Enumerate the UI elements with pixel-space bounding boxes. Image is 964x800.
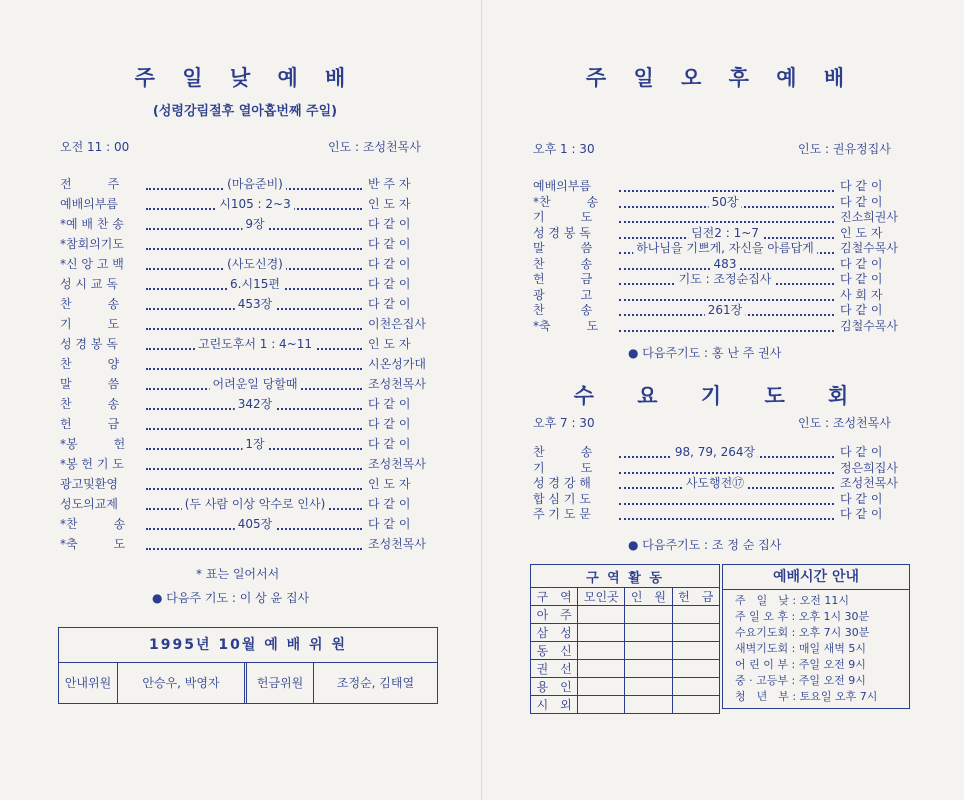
schedule-line: 주 일 오 후 : 오후 1시 30분 xyxy=(735,610,870,623)
item-detail: 98, 79, 264장 xyxy=(672,444,758,460)
item-name: 말 씀 xyxy=(60,377,120,391)
item-detail: 하나님을 기쁘게, 자신을 아름답게 xyxy=(633,240,817,256)
service-schedule-box xyxy=(722,564,910,709)
district-name: 동 신 xyxy=(531,642,578,660)
item-name: 찬 송 xyxy=(533,445,593,459)
schedule-line: 청 년 부 : 토요일 오후 7시 xyxy=(735,690,878,703)
item-name: 찬 송 xyxy=(60,397,120,411)
item-person: 다 같 이 xyxy=(368,517,411,531)
item-name: 전 주 xyxy=(60,177,120,191)
order-item xyxy=(60,316,438,332)
item-detail: 453장 xyxy=(235,296,276,312)
offering-label: 헌금위원 xyxy=(247,663,314,703)
item-name: 찬 송 xyxy=(533,256,593,271)
item-person: 진소희권사 xyxy=(840,210,898,224)
item-name: 합 심 기 도 xyxy=(533,491,591,506)
item-person: 조성천목사 xyxy=(368,377,426,391)
morning-service-title: 주 일 낮 예 배 xyxy=(134,66,356,90)
afternoon-leader: 인도 : 권유정집사 xyxy=(798,142,891,156)
item-name: 기 도 xyxy=(533,210,593,224)
item-person: 다 같 이 xyxy=(368,417,411,431)
item-person: 조성천목사 xyxy=(368,537,426,551)
item-name: 기 도 xyxy=(533,460,593,475)
item-detail: 기도 : 조정순집사 xyxy=(676,271,775,287)
schedule-line: 수요기도회 : 오후 7시 30분 xyxy=(735,626,870,639)
item-person: 다 같 이 xyxy=(840,179,883,193)
afternoon-time: 오후 1 : 30 xyxy=(533,142,595,156)
morning-time: 오전 11 : 00 xyxy=(60,140,130,154)
district-name: 용 인 xyxy=(531,678,578,696)
dot-leader xyxy=(619,506,834,520)
item-person: 김철수목사 xyxy=(840,318,898,333)
dot-leader xyxy=(146,456,362,470)
dot-leader xyxy=(146,476,362,490)
table-row xyxy=(531,660,720,678)
schedule-line: 어 린 이 부 : 주일 오전 9시 xyxy=(735,658,866,671)
item-name: 찬 양 xyxy=(60,357,120,371)
guide-label: 안내위원 xyxy=(59,663,118,703)
item-person: 사 회 자 xyxy=(840,287,883,302)
schedule-line: 새벽기도회 : 매일 새벽 5시 xyxy=(735,642,866,655)
item-person: 다 같 이 xyxy=(368,237,411,251)
item-name: 성 경 봉 독 xyxy=(60,337,118,351)
schedule-lines xyxy=(723,590,909,705)
morning-next-prayer: ● 다음주 기도 : 이 상 윤 집사 xyxy=(152,591,310,605)
district-col-header: 구 역 xyxy=(531,588,578,606)
item-detail: (두 사람 이상 악수로 인사) xyxy=(182,496,329,512)
dot-leader xyxy=(619,209,834,223)
order-item xyxy=(533,225,910,241)
order-item xyxy=(533,318,910,334)
item-person: 다 같 이 xyxy=(840,491,883,506)
district-col-header: 모인곳 xyxy=(578,588,625,606)
committee-box xyxy=(58,627,438,704)
district-col-header: 인 원 xyxy=(625,588,672,606)
item-name: *축 도 xyxy=(533,318,599,333)
dot-leader xyxy=(146,236,362,250)
item-name: 예배의부름 xyxy=(533,179,591,193)
order-item xyxy=(533,194,910,210)
offering-names: 조정순, 김태열 xyxy=(336,676,415,690)
item-name: *봉 헌 기 도 xyxy=(60,457,124,471)
item-name: 찬 송 xyxy=(533,303,593,317)
item-detail: 405장 xyxy=(235,516,276,532)
item-person: 반 주 자 xyxy=(368,177,411,191)
order-item xyxy=(533,475,910,491)
item-detail: 어려운일 당할때 xyxy=(210,376,301,392)
item-person: 정은희집사 xyxy=(840,460,898,475)
item-name: *찬 송 xyxy=(533,194,599,209)
item-detail: 고린도후서 1 : 4~11 xyxy=(195,336,315,352)
order-item xyxy=(60,436,438,452)
item-detail: 50장 xyxy=(709,194,742,210)
item-detail: (사도신경) xyxy=(224,256,286,272)
item-name: *찬 송 xyxy=(60,517,126,531)
dot-leader xyxy=(146,356,362,370)
item-person: 조성천목사 xyxy=(368,457,426,471)
item-person: 다 같 이 xyxy=(368,217,411,231)
item-detail: (마음준비) xyxy=(224,176,286,192)
item-name: 찬 송 xyxy=(60,297,120,311)
order-item xyxy=(60,236,438,252)
item-person: 다 같 이 xyxy=(368,257,411,271)
order-item xyxy=(60,516,438,532)
item-person: 시온성가대 xyxy=(368,357,426,371)
item-name: *축 도 xyxy=(60,537,126,551)
item-detail: 딤전2 : 1~7 xyxy=(688,225,762,241)
item-detail: 1장 xyxy=(242,436,267,452)
wednesday-next-prayer: ● 다음주기도 : 조 정 순 집사 xyxy=(628,538,782,552)
order-item xyxy=(533,444,910,460)
table-row xyxy=(531,678,720,696)
committee-title: 1995년 10월 예 배 위 원 xyxy=(59,628,437,663)
district-table xyxy=(530,564,720,714)
dot-leader xyxy=(619,491,834,505)
district-activity-box xyxy=(530,564,720,714)
order-item xyxy=(60,536,438,552)
dot-leader xyxy=(619,460,834,474)
order-item xyxy=(60,176,438,192)
standing-note: * 표는 일어서서 xyxy=(196,567,280,581)
item-detail: 342장 xyxy=(235,396,276,412)
item-name: 성도의교제 xyxy=(60,497,118,511)
order-item xyxy=(60,336,438,352)
item-detail: 사도행전⑰ xyxy=(683,475,747,491)
order-item xyxy=(60,476,438,492)
item-person: 이천은집사 xyxy=(368,317,426,331)
item-person: 다 같 이 xyxy=(368,437,411,451)
item-name: 성 경 강 해 xyxy=(533,476,591,490)
item-name: 주 기 도 문 xyxy=(533,507,591,521)
order-item xyxy=(60,356,438,372)
item-name: *참회의기도 xyxy=(60,237,124,251)
schedule-line: 중 · 고등부 : 주일 오전 9시 xyxy=(735,674,866,687)
item-person: 조성천목사 xyxy=(840,476,898,490)
order-item xyxy=(60,296,438,312)
item-person: 다 같 이 xyxy=(840,272,883,286)
wednesday-time: 오후 7 : 30 xyxy=(533,416,595,430)
order-item xyxy=(60,396,438,412)
schedule-title: 예배시간 안내 xyxy=(723,565,909,590)
district-name: 권 선 xyxy=(531,660,578,678)
dot-leader xyxy=(619,178,834,192)
order-item xyxy=(60,496,438,512)
order-item xyxy=(533,506,910,522)
item-detail: 483 xyxy=(711,256,740,272)
afternoon-service-title: 주 일 오 후 예 배 xyxy=(585,66,855,90)
item-person: 인 도 자 xyxy=(368,337,411,351)
dot-leader xyxy=(146,536,362,550)
dot-leader xyxy=(619,318,834,332)
item-name: 헌 금 xyxy=(533,272,593,286)
afternoon-next-prayer: ● 다음주기도 : 홍 난 주 권사 xyxy=(628,346,782,360)
order-item xyxy=(60,376,438,392)
item-detail: 261장 xyxy=(705,302,746,318)
table-row xyxy=(531,642,720,660)
item-person: 다 같 이 xyxy=(840,194,883,209)
order-item xyxy=(60,416,438,432)
item-person: 다 같 이 xyxy=(840,445,883,459)
order-item xyxy=(60,276,438,292)
order-item xyxy=(533,256,910,272)
item-person: 다 같 이 xyxy=(368,497,411,511)
guide-names: 안승우, 박영자 xyxy=(118,663,247,703)
item-name: *신 앙 고 백 xyxy=(60,257,124,271)
morning-service-subtitle: (성령강림절후 열아홉번째 주일) xyxy=(152,104,338,119)
order-item xyxy=(533,460,910,476)
item-person: 인 도 자 xyxy=(840,225,883,240)
dot-leader xyxy=(146,316,362,330)
item-person: 인 도 자 xyxy=(368,477,411,491)
item-person: 다 같 이 xyxy=(368,397,411,411)
order-item xyxy=(60,196,438,212)
district-title: 구 역 활 동 xyxy=(531,565,720,588)
item-person: 다 같 이 xyxy=(368,297,411,311)
item-name: *봉 헌 xyxy=(60,437,126,451)
wednesday-service-title: 수 요 기 도 회 xyxy=(573,384,867,408)
item-name: 기 도 xyxy=(60,317,120,331)
item-name: 헌 금 xyxy=(60,417,120,431)
order-item xyxy=(533,271,910,287)
district-col-header: 헌 금 xyxy=(672,588,719,606)
order-item xyxy=(533,240,910,256)
order-item xyxy=(60,216,438,232)
item-name: 성 시 교 독 xyxy=(60,277,118,291)
district-name: 삼 성 xyxy=(531,624,578,642)
schedule-line: 주 일 낮 : 오전 11시 xyxy=(735,594,849,607)
morning-leader: 인도 : 조성천목사 xyxy=(328,140,421,154)
order-item xyxy=(533,209,910,225)
order-item xyxy=(533,287,910,303)
district-header-row xyxy=(531,588,720,606)
item-detail: 9장 xyxy=(242,216,267,232)
item-person: 다 같 이 xyxy=(840,256,883,271)
table-row xyxy=(531,624,720,642)
item-name: *예 배 찬 송 xyxy=(60,217,124,231)
item-person: 다 같 이 xyxy=(840,507,883,521)
item-name: 광고및환영 xyxy=(60,477,118,491)
order-item xyxy=(533,178,910,194)
order-item xyxy=(533,302,910,318)
item-name: 예배의부름 xyxy=(60,197,118,211)
order-item xyxy=(60,456,438,472)
dot-leader xyxy=(146,416,362,430)
page-fold xyxy=(481,0,482,800)
item-person: 김철수목사 xyxy=(840,241,898,255)
district-name: 시 외 xyxy=(531,696,578,714)
item-name: 말 씀 xyxy=(533,241,593,255)
table-row xyxy=(531,606,720,624)
item-person: 다 같 이 xyxy=(368,277,411,291)
table-row xyxy=(531,696,720,714)
item-person: 다 같 이 xyxy=(840,303,883,317)
item-detail: 6.시15편 xyxy=(227,276,283,292)
wednesday-leader: 인도 : 조성천목사 xyxy=(798,416,891,430)
item-name: 광 고 xyxy=(533,287,593,302)
district-name: 아 주 xyxy=(531,606,578,624)
item-person: 인 도 자 xyxy=(368,197,411,211)
dot-leader xyxy=(619,287,834,301)
item-detail: 시105 : 2~3 xyxy=(216,196,294,212)
order-item xyxy=(533,491,910,507)
order-item xyxy=(60,256,438,272)
item-name: 성 경 봉 독 xyxy=(533,225,591,240)
